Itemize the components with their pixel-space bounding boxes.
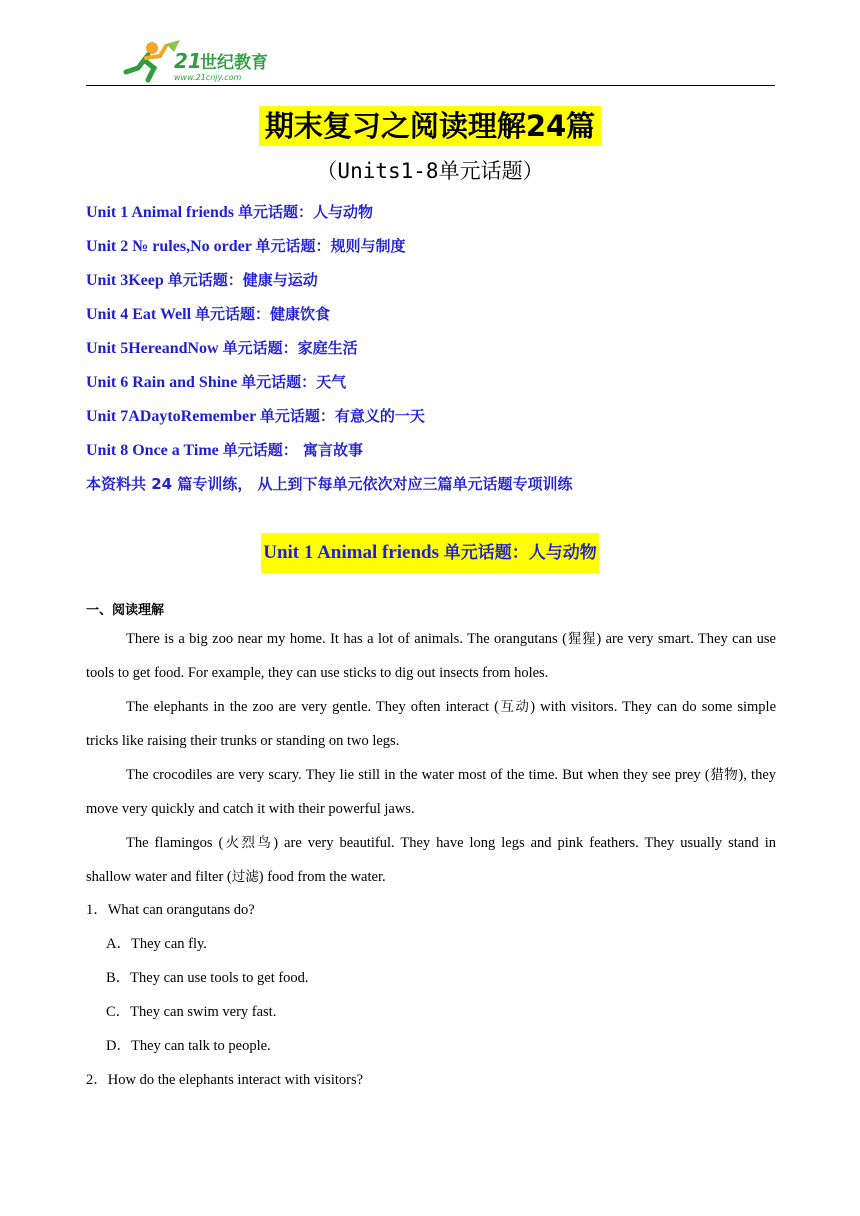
question-stem: 1．What can orangutans do?: [86, 902, 255, 918]
toc-item: Unit 5HereandNow 单元话题：家庭生活: [86, 339, 358, 357]
question-stem: 2．How do the elephants interact with visitors?: [86, 1072, 364, 1088]
svg-text:21: 21: [174, 49, 202, 73]
answer-option: A．They can fly.: [106, 936, 207, 952]
header-rule: [86, 85, 775, 86]
reading-passage: [86, 622, 776, 894]
passage-paragraph: The flamingos (火烈鸟) are very beautiful. They have long legs and pink feathers. They usually stand in shallow water and filter (过滤) food from the water.: [86, 835, 776, 885]
page-header: [86, 38, 775, 88]
toc-item: Unit 7ADaytoRemember 单元话题：有意义的一天: [86, 407, 425, 425]
section-title: Unit 1 Animal friends 单元话题：人与动物: [261, 533, 599, 573]
passage-paragraph: The crocodiles are very scary. They lie still in the water most of the time. But when they see prey (猎物), they move very quickly and catch it with their powerful jaws.: [86, 767, 777, 817]
passage-paragraph: There is a big zoo near my home. It has a lot of animals. The orangutans (猩猩) are very smart. They can use tools to get food. For example, they can use sticks to dig out insects from holes.: [86, 631, 776, 681]
part-heading: 一、阅读理解: [86, 603, 165, 618]
question-list: [86, 893, 776, 1097]
page-subtitle: （Units1-8单元话题）: [316, 159, 544, 183]
unit-topic-list: [86, 198, 786, 504]
toc-item: Unit 8 Once a Time 单元话题： 寓言故事: [86, 441, 363, 459]
svg-text:www.21cnjy.com: www.21cnjy.com: [174, 73, 242, 82]
answer-option: C．They can swim very fast.: [106, 1004, 277, 1020]
answer-option: D．They can talk to people.: [106, 1038, 271, 1054]
runner-icon: [126, 40, 180, 80]
svg-text:世纪教育: 世纪教育: [200, 53, 268, 73]
toc-item: Unit 4 Eat Well 单元话题：健康饮食: [86, 305, 331, 323]
passage-paragraph: The elephants in the zoo are very gentle. They often interact (互动) with visitors. They can do some simple tricks like raising their trunks or standing on two legs.: [86, 699, 777, 749]
logo-21cnjy: [108, 38, 308, 84]
toc-item: Unit 2 № rules,No order 单元话题：规则与制度: [86, 237, 406, 255]
toc-item: Unit 6 Rain and Shine 单元话题：天气: [86, 373, 347, 391]
toc-item: Unit 1 Animal friends 单元话题：人与动物: [86, 203, 374, 221]
toc-item: Unit 3Keep 单元话题：健康与运动: [86, 271, 318, 289]
toc-note: 本资料共 24 篇专训练， 从上到下每单元依次对应三篇单元话题专项训练: [86, 475, 573, 493]
page-title: 期末复习之阅读理解24篇: [259, 106, 601, 146]
answer-option: B．They can use tools to get food.: [106, 970, 309, 986]
